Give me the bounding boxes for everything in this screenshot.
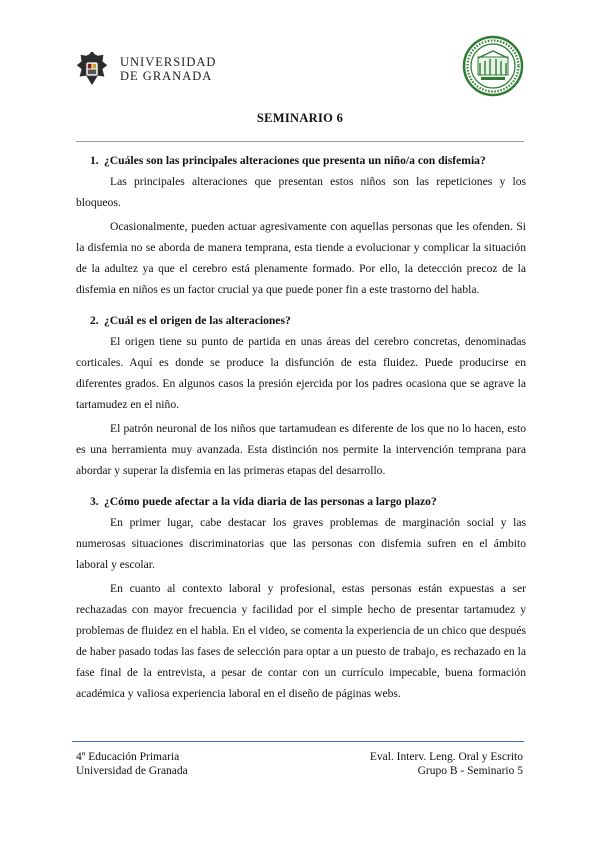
paragraph: En primer lugar, cabe destacar los graves problemas de marginación social y las numerosas situaciones discriminatorias que las personas con disfemia sufren en el ámbito laboral y escolar. — [76, 516, 526, 571]
university-logo — [73, 50, 223, 90]
paragraph: En cuanto al contexto laboral y profesional, estas personas están expuestas a ser rechazadas con mayor frecuencia y facilidad por el simple hecho de presentar tartamudez y problemas de fluidez en el habla. En el video, se comenta la experiencia de un chico que después de haber pasado todas las fases de selección para optar a un puesto de trabajo, es rechazado en la fase final de la entrevista, a pesar de contar con un currículo impecable, buena formación académica y valiosa experiencia laboral en el diseño de páginas webs. — [76, 582, 526, 700]
document-body — [76, 150, 526, 704]
question-text: ¿Cómo puede afectar a la vida diaria de las personas a largo plazo? — [104, 495, 437, 508]
footer-subject: Eval. Interv. Leng. Oral y Escrito — [369, 751, 523, 763]
university-name-line1: UNIVERSIDAD — [120, 55, 217, 69]
section-number: 1. — [90, 154, 99, 167]
paragraph: Ocasionalmente, pueden actuar agresivamente con aquellas personas que les ofenden. Si la disfemia no se aborda de manera temprana, esta tiende a evolucionar y complicar la situación de la adultez ya que el cerebro está plenamente formado. Por ello, la detección precoz de la disfemia en niños es un factor crucial ya que puede poner fin a este trastorno del habla. — [76, 220, 526, 296]
section-question — [76, 310, 526, 331]
paragraph: El origen tiene su punto de partida en unas áreas del cerebro concretas, denominadas corticales. Aquí es donde se produce la disfunción de esta fluidez. Puede producirse en diferentes grados. En algunos casos la presión ejercida por los padres ocasiona que se agrave la tartamudez en el niño. — [76, 335, 526, 411]
section-question — [76, 491, 526, 512]
footer-divider — [72, 741, 524, 742]
question-text: ¿Cuáles son las principales alteraciones que presenta un niño/a con disfemia? — [104, 154, 486, 167]
footer-course: 4º Educación Primaria — [76, 751, 180, 763]
footer-left — [76, 750, 188, 778]
footer-group: Grupo B - Seminario 5 — [417, 765, 523, 777]
faculty-seal-icon — [462, 35, 524, 97]
paragraph: El patrón neuronal de los niños que tartamudean es diferente de los que no lo hacen, esto es una herramienta muy avanzada. Esta distinción nos permite la intervención temprana para abordar y superar la disfemia en las primeras etapas del desarrollo. — [76, 422, 526, 477]
title-divider — [76, 141, 524, 142]
paragraph: Las principales alteraciones que presentan estos niños son las repeticiones y los bloqueos. — [76, 175, 526, 209]
section-number: 3. — [90, 495, 99, 508]
footer-right — [370, 750, 523, 778]
university-name-line2: DE GRANADA — [120, 69, 213, 83]
section-number: 2. — [90, 314, 99, 327]
page-title: SEMINARIO 6 — [256, 111, 344, 125]
footer-university: Universidad de Granada — [76, 765, 188, 777]
section-question — [76, 150, 526, 171]
university-crest-icon — [73, 50, 111, 88]
question-text: ¿Cuál es el origen de las alteraciones? — [104, 314, 291, 327]
